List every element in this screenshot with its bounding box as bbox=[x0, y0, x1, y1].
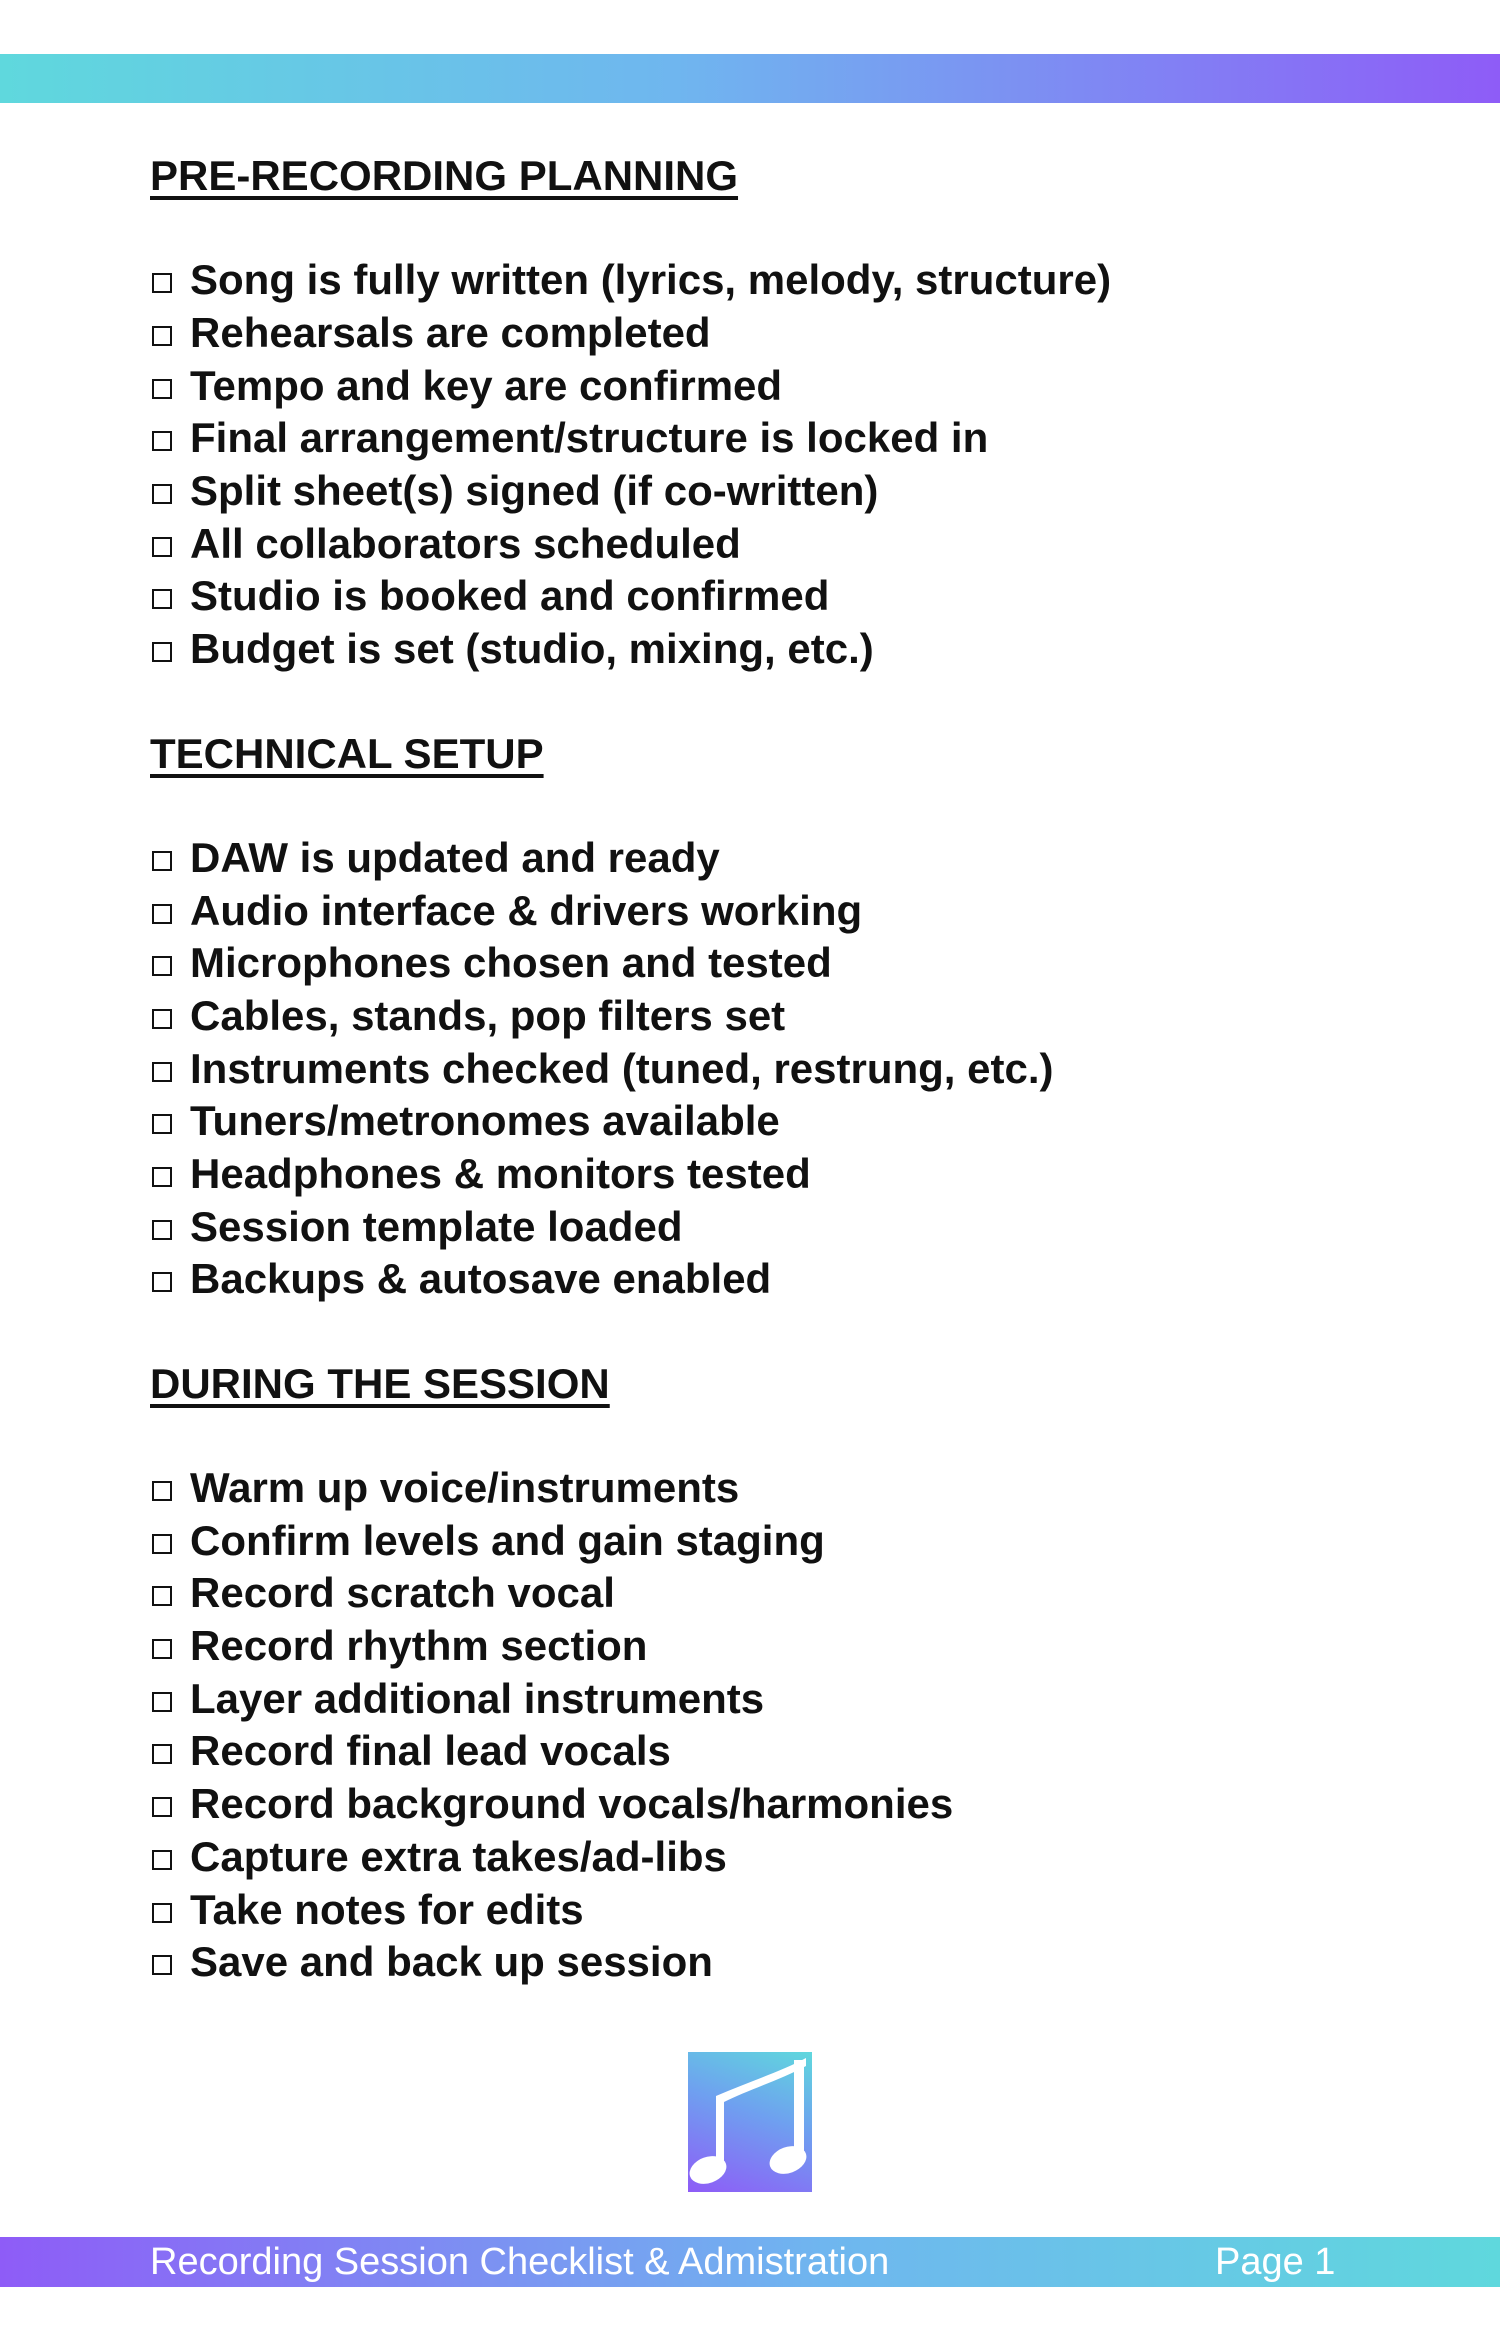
checklist-item bbox=[150, 1514, 1400, 1567]
checklist-item-label: Warm up voice/instruments bbox=[190, 1464, 740, 1512]
checklist-item-label: Budget is set (studio, mixing, etc.) bbox=[190, 625, 874, 673]
checklist-item bbox=[150, 359, 1400, 412]
checkbox[interactable] bbox=[152, 379, 172, 399]
checkbox[interactable] bbox=[152, 1639, 172, 1659]
checklist-item bbox=[150, 254, 1400, 307]
checklist-item bbox=[150, 1725, 1400, 1778]
checklist-item-label: Save and back up session bbox=[190, 1938, 713, 1986]
checklist-item-label: All collaborators scheduled bbox=[190, 519, 741, 567]
checklist-item bbox=[150, 1778, 1400, 1831]
checklist-item-label: Audio interface & drivers working bbox=[190, 886, 863, 934]
checkbox[interactable] bbox=[152, 1114, 172, 1134]
checklist-item-label: Headphones & monitors tested bbox=[190, 1149, 811, 1197]
checklist-item-label: Microphones chosen and tested bbox=[190, 939, 832, 987]
checkbox[interactable] bbox=[152, 1272, 172, 1292]
checklist-item-label: Record scratch vocal bbox=[190, 1569, 615, 1617]
footer bbox=[0, 2237, 1500, 2287]
checklist-item-label: DAW is updated and ready bbox=[190, 833, 720, 881]
checklist-item-label: Layer additional instruments bbox=[190, 1674, 765, 1722]
checkbox[interactable] bbox=[152, 1220, 172, 1240]
checkbox[interactable] bbox=[152, 273, 172, 293]
checklist-item bbox=[150, 623, 1400, 676]
checklist-item bbox=[150, 1095, 1400, 1148]
checklist-item bbox=[150, 307, 1400, 360]
checklist-item bbox=[150, 1148, 1400, 1201]
section-pre-recording-planning bbox=[150, 148, 1400, 676]
checklist-item-label: Capture extra takes/ad-libs bbox=[190, 1832, 727, 1880]
checklist bbox=[150, 1462, 1400, 1989]
checklist-item-label: Confirm levels and gain staging bbox=[190, 1516, 825, 1564]
checkbox[interactable] bbox=[152, 484, 172, 504]
checklist-item bbox=[150, 1200, 1400, 1253]
checklist-item bbox=[150, 1042, 1400, 1095]
checkbox[interactable] bbox=[152, 1009, 172, 1029]
checkbox[interactable] bbox=[152, 1167, 172, 1187]
checklist-item-label: Split sheet(s) signed (if co-written) bbox=[190, 467, 879, 515]
footer-title: Recording Session Checklist & Admistration bbox=[150, 2241, 890, 2283]
top-gradient-bar bbox=[0, 54, 1500, 103]
checkbox[interactable] bbox=[152, 956, 172, 976]
music-note-logo bbox=[688, 2052, 812, 2192]
checklist-item-label: Take notes for edits bbox=[190, 1885, 584, 1933]
checklist-item-label: Record final lead vocals bbox=[190, 1727, 671, 1775]
section-during-the-session bbox=[150, 1356, 1400, 1989]
checklist bbox=[150, 254, 1400, 676]
checklist-item bbox=[150, 832, 1400, 885]
checklist-item bbox=[150, 1883, 1400, 1936]
checkbox[interactable] bbox=[152, 1955, 172, 1975]
checkbox[interactable] bbox=[152, 1744, 172, 1764]
checkbox[interactable] bbox=[152, 1062, 172, 1082]
checklist-item bbox=[150, 1462, 1400, 1515]
section-heading: TECHNICAL SETUP bbox=[150, 729, 544, 777]
checkbox[interactable] bbox=[152, 1850, 172, 1870]
checkbox[interactable] bbox=[152, 1586, 172, 1606]
checklist-content bbox=[150, 148, 1400, 2039]
checklist-item bbox=[150, 1253, 1400, 1306]
checklist-item-label: Record rhythm section bbox=[190, 1622, 648, 1670]
section-heading: DURING THE SESSION bbox=[150, 1359, 610, 1407]
checklist-item bbox=[150, 1620, 1400, 1673]
checkbox[interactable] bbox=[152, 1481, 172, 1501]
checklist-item bbox=[150, 517, 1400, 570]
checklist-item-label: Record background vocals/harmonies bbox=[190, 1780, 954, 1828]
checklist-item bbox=[150, 412, 1400, 465]
checklist-item-label: Rehearsals are completed bbox=[190, 309, 711, 357]
checkbox[interactable] bbox=[152, 1534, 172, 1554]
checkbox[interactable] bbox=[152, 851, 172, 871]
checklist-item bbox=[150, 1567, 1400, 1620]
section-heading: PRE-RECORDING PLANNING bbox=[150, 152, 739, 199]
page-number: Page 1 bbox=[1215, 2241, 1336, 2283]
checklist-item-label: Final arrangement/structure is locked in bbox=[190, 414, 989, 462]
checkbox[interactable] bbox=[152, 1797, 172, 1817]
checklist-item bbox=[150, 1831, 1400, 1884]
checklist-item-label: Instruments checked (tuned, restrung, etc.) bbox=[190, 1044, 1054, 1092]
section-technical-setup bbox=[150, 726, 1400, 1306]
checkbox[interactable] bbox=[152, 904, 172, 924]
checkbox[interactable] bbox=[152, 537, 172, 557]
checklist-item-label: Tuners/metronomes available bbox=[190, 1097, 780, 1145]
checklist-item-label: Tempo and key are confirmed bbox=[190, 361, 783, 409]
checkbox[interactable] bbox=[152, 1692, 172, 1712]
checkbox[interactable] bbox=[152, 642, 172, 662]
checkbox[interactable] bbox=[152, 431, 172, 451]
checklist-item bbox=[150, 937, 1400, 990]
checklist-item bbox=[150, 1672, 1400, 1725]
checklist-item-label: Session template loaded bbox=[190, 1202, 683, 1250]
checklist-item-label: Backups & autosave enabled bbox=[190, 1255, 772, 1303]
checklist bbox=[150, 832, 1400, 1306]
checklist-item-label: Cables, stands, pop filters set bbox=[190, 991, 786, 1039]
checkbox[interactable] bbox=[152, 589, 172, 609]
checkbox[interactable] bbox=[152, 326, 172, 346]
checkbox[interactable] bbox=[152, 1903, 172, 1923]
checklist-item bbox=[150, 570, 1400, 623]
checklist-item bbox=[150, 990, 1400, 1043]
checklist-item bbox=[150, 884, 1400, 937]
checklist-item-label: Studio is booked and confirmed bbox=[190, 572, 830, 620]
music-note-icon bbox=[688, 2052, 812, 2192]
checklist-item bbox=[150, 1936, 1400, 1989]
checklist-item-label: Song is fully written (lyrics, melody, structure) bbox=[190, 256, 1112, 304]
checklist-item bbox=[150, 465, 1400, 518]
